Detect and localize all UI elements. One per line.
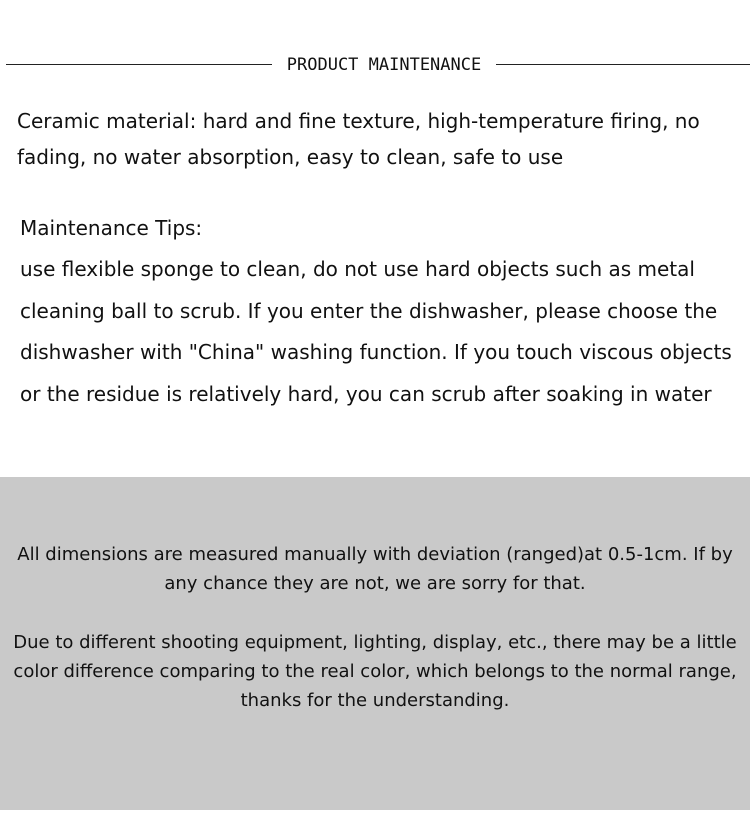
section-title: PRODUCT MAINTENANCE [286, 55, 482, 75]
header-divider-left [6, 64, 272, 65]
dimensions-notice: All dimensions are measured manually with deviation (ranged)at 0.5-1cm. If by any chance they are not, we are sorry for that. [17, 544, 733, 594]
material-description: Ceramic material: hard and fine texture, high-temperature firing, no fading, no water absorption, easy to clean, safe to use [17, 109, 700, 169]
section-header [0, 52, 750, 78]
color-difference-notice: Due to different shooting equipment, lighting, display, etc., there may be a little color difference comparing to the real color, which belongs to the normal range, thanks for the understanding. [13, 632, 737, 711]
notice-panel [0, 477, 750, 810]
maintenance-tips-body: use flexible sponge to clean, do not use hard objects such as metal cleaning ball to scrub. If you enter the dishwasher, please choose the dishwasher with "China" washing function. If you touch viscous objects or the residue is relatively hard, you can scrub after soaking in water [20, 257, 732, 406]
header-divider-right [496, 64, 750, 65]
maintenance-tips-heading: Maintenance Tips: [20, 216, 203, 240]
